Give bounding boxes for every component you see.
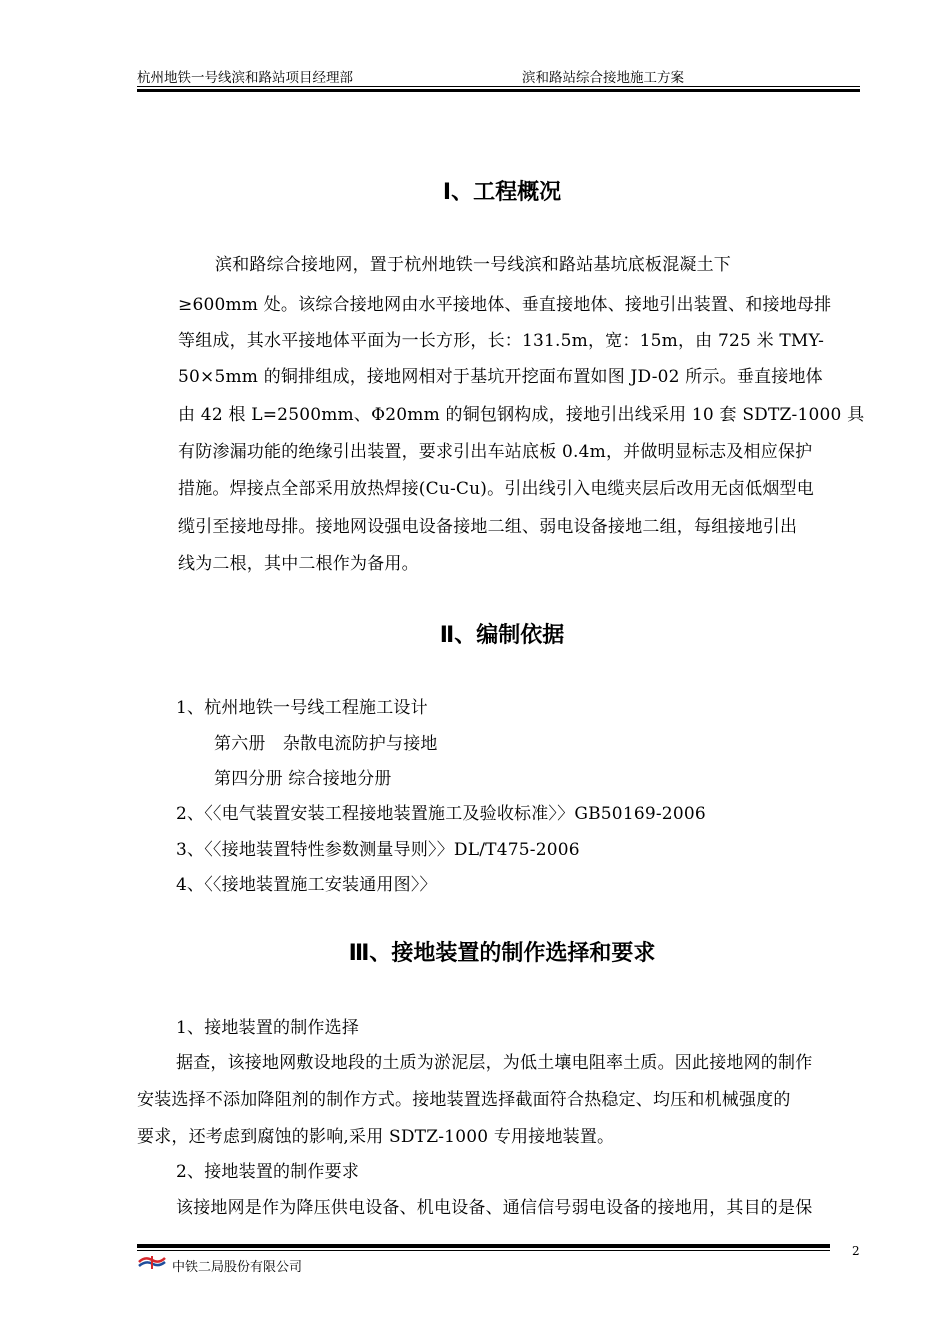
- section-1-line: 有防渗漏功能的绝缘引出装置，要求引出车站底板 0.4m，并做明显标志及相应保护: [178, 442, 813, 462]
- section-3-line: 据查，该接地网敷设地段的土质为淤泥层，为低土壤电阻率土质。因此接地网的制作: [176, 1053, 813, 1073]
- section-3-line: 2、接地装置的制作要求: [176, 1162, 360, 1182]
- header-rule-thin: [137, 86, 860, 87]
- section-1-line: 等组成，其水平接地体平面为一长方形，长：131.5m，宽：15m，由 725 米 TMY-: [178, 331, 825, 351]
- reference-item: 4、〈〈接地装置施工安装通用图〉〉: [176, 875, 437, 895]
- section-1-line: 措施。焊接点全部采用放热焊接(Cu-Cu)。引出线引入电缆夹层后改用无卤低烟型电: [178, 479, 814, 499]
- reference-subitem: 第六册 杂散电流防护与接地: [214, 734, 438, 754]
- section-1-line: 50×5mm 的铜排组成，接地网相对于基坑开挖面布置如图 JD-02 所示。垂直接地体: [178, 367, 823, 387]
- section-3-title: Ⅲ、接地装置的制作选择和要求: [348, 941, 656, 966]
- section-1-line: 线为二根，其中二根作为备用。: [178, 554, 419, 574]
- section-3-line: 要求，还考虑到腐蚀的影响,采用 SDTZ-1000 专用接地装置。: [137, 1127, 615, 1147]
- section-1-line: 滨和路综合接地网，置于杭州地铁一号线滨和路站基坑底板混凝土下: [215, 255, 731, 275]
- reference-item: 1、杭州地铁一号线工程施工设计: [176, 698, 428, 718]
- section-3-line: 安装选择不添加降阻剂的制作方式。接地装置选择截面符合热稳定、均压和机械强度的: [137, 1090, 791, 1110]
- section-1-title: Ⅰ、工程概况: [442, 180, 562, 205]
- footer-rule-thick: [137, 1244, 830, 1248]
- header-left: 杭州地铁一号线滨和路站项目经理部: [137, 70, 353, 86]
- section-1-line: ≥600mm 处。该综合接地网由水平接地体、垂直接地体、接地引出装置、和接地母排: [178, 295, 832, 315]
- reference-item: 3、〈〈接地装置特性参数测量导则〉〉DL/T475-2006: [176, 840, 580, 860]
- reference-item: 2、〈〈电气装置安装工程接地装置施工及验收标准〉〉GB50169-2006: [176, 804, 706, 824]
- header-rule-thick: [137, 89, 860, 92]
- page-number: 2: [852, 1244, 860, 1258]
- company-logo-icon: [137, 1254, 167, 1270]
- footer-company: 中铁二局股份有限公司: [172, 1260, 303, 1275]
- section-3-line: 该接地网是作为降压供电设备、机电设备、通信信号弱电设备的接地用，其目的是保: [176, 1198, 813, 1218]
- footer-rule-thin: [137, 1250, 830, 1251]
- header-right: 滨和路站综合接地施工方案: [522, 70, 684, 86]
- section-2-title: Ⅱ、编制依据: [439, 623, 565, 648]
- section-1-line: 由 42 根 L=2500mm、Φ20mm 的铜包钢构成，接地引出线采用 10 套 SDTZ-1000 具: [178, 405, 865, 425]
- reference-subitem: 第四分册 综合接地分册: [214, 769, 392, 789]
- section-1-line: 缆引至接地母排。接地网设强电设备接地二组、弱电设备接地二组，每组接地引出: [178, 517, 798, 537]
- section-3-line: 1、接地装置的制作选择: [176, 1018, 360, 1038]
